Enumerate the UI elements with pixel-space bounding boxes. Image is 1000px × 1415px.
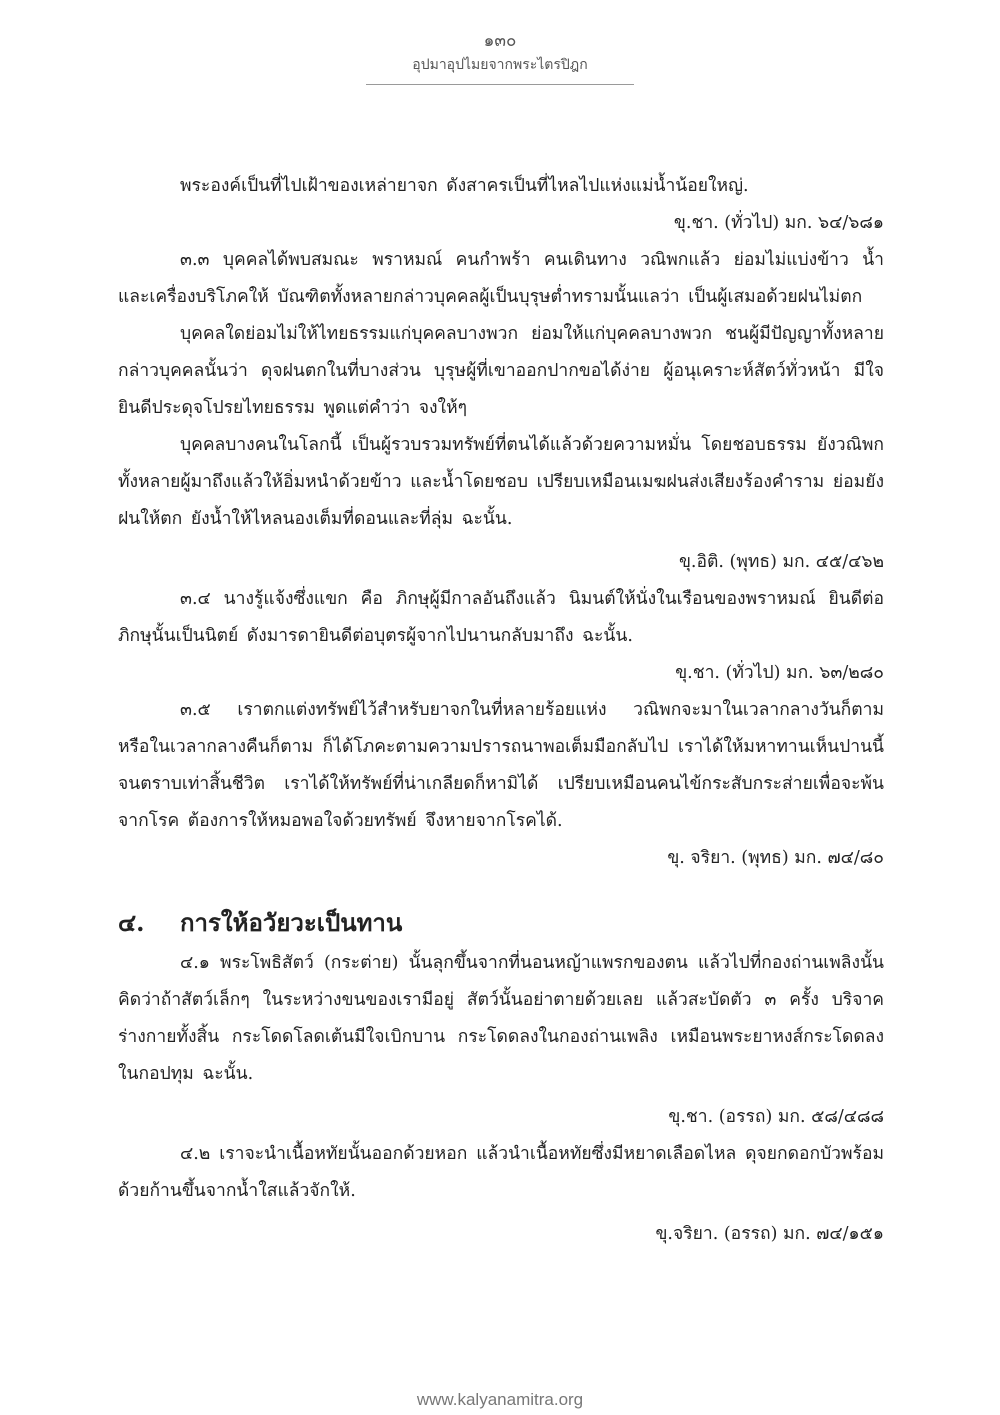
section-number: ๔. — [118, 908, 145, 937]
section-title: การให้อวัยวะเป็นทาน — [180, 908, 403, 937]
citation: ขุ.จริยา. (อรรถ) มก. ๗๔/๑๕๑ — [655, 1224, 884, 1244]
citation: ขุ.ชา. (ทั่วไป) มก. ๖๓/๒๘๐ — [675, 663, 884, 683]
page-header — [0, 28, 1000, 85]
book-title: อุปมาอุปไมยจากพระไตรปิฎก — [412, 57, 588, 73]
citation: ขุ.ชา. (ทั่วไป) มก. ๖๔/๖๘๑ — [673, 213, 884, 233]
footer-website: www.kalyanamitra.org — [416, 1390, 584, 1409]
header-divider — [366, 84, 634, 85]
section-heading — [118, 903, 884, 943]
citation: ขุ. จริยา. (พุทธ) มก. ๗๔/๘๐ — [667, 848, 884, 868]
citation: ขุ.ชา. (อรรถ) มก. ๕๘/๔๘๘ — [668, 1107, 884, 1127]
paragraph: บุคคลบางคนในโลกนี้ เป็นผู้รวบรวมทรัพย์ที่ตนได้แล้วด้วยความหมั่น โดยชอบธรรม ยังวณิพกทั้งหลายผู้มาถึงแล้วให้อิ่มหนำด้วยข้าว และน้ำโดยชอบ เปรียบเหมือนเมฆฝนส่งเสียงร้องคำราม ย่อมยังฝนให้ตก ยังน้ำให้ไหลนองเต็มที่ดอนและที่ลุ่ม ฉะนั้น. — [118, 435, 884, 529]
paragraph: ๓.๔ นางรู้แจ้งซึ่งแขก คือ ภิกษุผู้มีกาลอันถึงแล้ว นิมนต์ให้นั่งในเรือนของพราหมณ์ ยินดีต่อภิกษุนั้นเป็นนิตย์ ดังมารดายินดีต่อบุตรผู้จากไปนานกลับมาถึง ฉะนั้น. — [118, 589, 884, 646]
paragraph: ๓.๓ บุคคลได้พบสมณะ พราหมณ์ คนกำพร้า คนเดินทาง วณิพกแล้ว ย่อมไม่แบ่งข้าว น้ำ และเครื่องบริโภคให้ บัณฑิตทั้งหลายกล่าวบุคคลผู้เป็นบุรุษต่ำทรามนั้นแลว่า เป็นผู้เสมอด้วยฝนไม่ตก — [118, 250, 884, 307]
paragraph: ๔.๑ พระโพธิสัตว์ (กระต่าย) นั้นลุกขึ้นจากที่นอนหญ้าแพรกของตน แล้วไปที่กองถ่านเพลิงนั้น คิดว่าถ้าสัตว์เล็กๆ ในระหว่างขนของเรามีอยู่ สัตว์นั้นอย่าตายด้วยเลย แล้วสะบัดตัว ๓ ครั้ง บริจาคร่างกายทั้งสิ้น กระโดดโลดเต้นมีใจเบิกบาน กระโดดลงในกองถ่านเพลิง เหมือนพระยาหงส์กระโดดลงในกอปทุม ฉะนั้น. — [118, 953, 884, 1084]
paragraph: ๓.๕ เราตกแต่งทรัพย์ไว้สำหรับยาจกในที่หลายร้อยแห่ง วณิพกจะมาในเวลากลางวันก็ตาม หรือในเวลากลางคืนก็ตาม ก็ได้โภคะตามความปรารถนาพอเต็มมือกลับไป เราได้ให้มหาทานเห็นปานนี้ จนตราบเท่าสิ้นชีวิต เราได้ให้ทรัพย์ที่น่าเกลียดก็หามิได้ เปรียบเหมือนคนไข้กระสับกระส่ายเพื่อจะพ้นจากโรค ต้องการให้หมอพอใจด้วยทรัพย์ จึงหายจากโรคได้. — [118, 700, 884, 831]
paragraph: ๔.๒ เราจะนำเนื้อหทัยนั้นออกด้วยหอก แล้วนำเนื้อหทัยซึ่งมีหยาดเลือดไหล ดุจยกดอกบัวพร้อมด้วยก้านขึ้นจากน้ำใสแล้วจักให้. — [118, 1144, 884, 1201]
citation: ขุ.อิติ. (พุทธ) มก. ๔๕/๔๖๒ — [678, 552, 884, 572]
paragraph: บุคคลใดย่อมไม่ให้ไทยธรรมแก่บุคคลบางพวก ย่อมให้แก่บุคคลบางพวก ชนผู้มีปัญญาทั้งหลายกล่าวบุคคลนั้นว่า ดุจฝนตกในที่บางส่วน บุรุษผู้ที่เขาออกปากขอได้ง่าย ผู้อนุเคราะห์สัตว์ทั่วหน้า มีใจยินดีประดุจโปรยไทยธรรม พูดแต่คำว่า จงให้ๆ — [118, 324, 884, 418]
paragraph: พระองค์เป็นที่ไปเฝ้าของเหล่ายาจก ดังสาครเป็นที่ไหลไปแห่งแม่น้ำน้อยใหญ่. — [180, 176, 749, 196]
page-number: ๑๓๐ — [483, 31, 517, 51]
page-body — [118, 168, 884, 1253]
